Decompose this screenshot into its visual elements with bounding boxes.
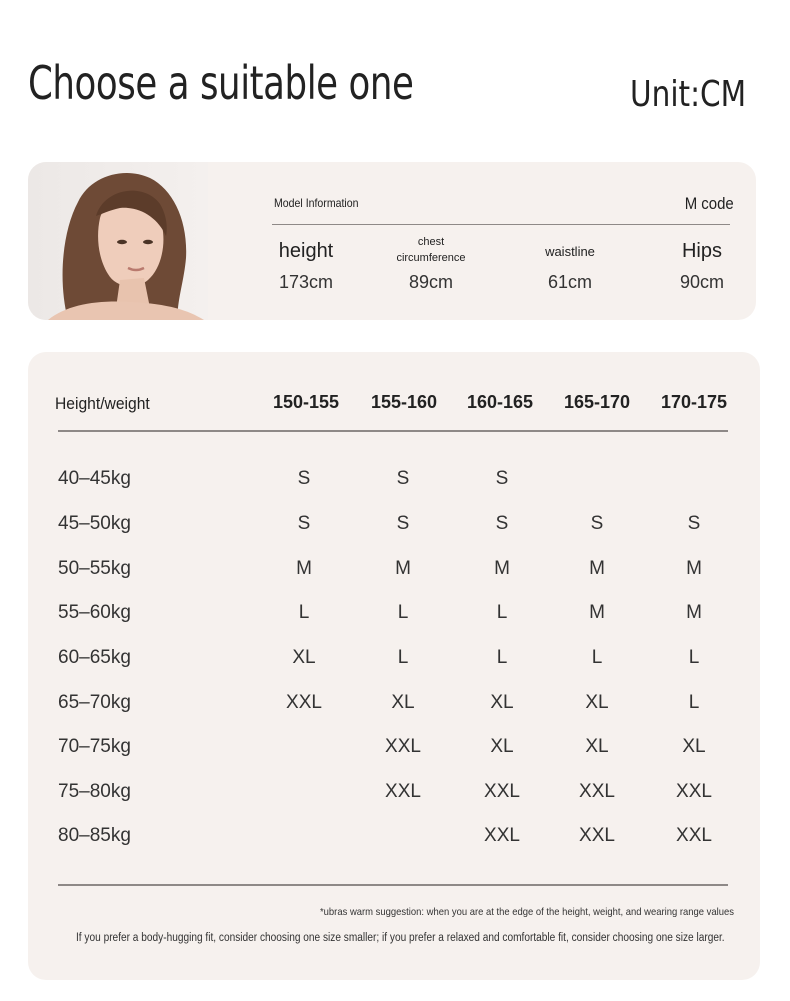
row-weight-label: 70–75kg — [58, 736, 131, 757]
size-cell: L — [496, 602, 508, 623]
size-cell: L — [397, 602, 409, 623]
fit-suggestion-note: *ubras warm suggestion: when you are at the edge of the height, weight, and wearing range values — [320, 906, 734, 918]
column-header: 165-170 — [563, 392, 631, 412]
measure-label: chest circumference — [396, 236, 466, 264]
row-weight-label: 55–60kg — [58, 602, 131, 623]
measure-label: height — [278, 240, 334, 262]
size-cell: S — [495, 513, 509, 534]
size-cell: M — [395, 558, 411, 579]
size-cell: L — [688, 692, 700, 713]
size-cell: M — [296, 558, 312, 579]
column-header: 155-160 — [370, 392, 438, 412]
size-cell: S — [687, 513, 701, 534]
row-weight-label: 75–80kg — [58, 781, 131, 802]
size-chart-card — [28, 352, 760, 980]
row-weight-label: 60–65kg — [58, 647, 131, 668]
size-cell: XL — [585, 692, 609, 713]
measure-hips — [642, 232, 756, 292]
measure-chest — [376, 232, 486, 292]
size-cell: XXL — [484, 781, 520, 802]
size-cell: M — [589, 558, 605, 579]
size-cell: S — [297, 513, 311, 534]
size-cell: M — [494, 558, 510, 579]
size-cell: S — [396, 468, 410, 489]
column-header: 150-155 — [272, 392, 340, 412]
size-cell: S — [590, 513, 604, 534]
measure-value: 89cm — [408, 272, 453, 292]
size-cell: M — [589, 602, 605, 623]
model-info-label: Model Information — [274, 196, 359, 210]
page-title: Choose a suitable one — [28, 56, 414, 110]
measure-label: waistline — [545, 244, 595, 259]
size-cell: XL — [682, 736, 706, 757]
size-cell: XL — [490, 736, 514, 757]
size-cell: M — [686, 602, 702, 623]
measure-value: 61cm — [547, 272, 592, 292]
row-weight-label: 65–70kg — [58, 692, 131, 713]
size-cell: XXL — [579, 825, 615, 846]
size-cell: L — [298, 602, 310, 623]
size-cell: XXL — [676, 781, 712, 802]
size-cell: M — [686, 558, 702, 579]
size-cell: XXL — [385, 736, 421, 757]
unit-label: Unit:CM — [630, 74, 747, 115]
measure-label: Hips — [681, 240, 722, 262]
size-cell: L — [496, 647, 508, 668]
column-header: 170-175 — [660, 392, 728, 412]
size-cell: XXL — [676, 825, 712, 846]
measure-height — [246, 232, 366, 292]
measure-waist — [510, 232, 630, 292]
footer-divider — [58, 884, 728, 886]
size-cell: XXL — [286, 692, 322, 713]
size-cell: XXL — [484, 825, 520, 846]
size-cell: S — [495, 468, 509, 489]
model-portrait-image — [28, 162, 208, 320]
size-cell: XL — [490, 692, 514, 713]
measure-value: 173cm — [278, 272, 334, 292]
size-cell: L — [397, 647, 409, 668]
row-weight-label: 50–55kg — [58, 558, 131, 579]
column-header: 160-165 — [466, 392, 534, 412]
table-header-label: Height/weight — [55, 394, 150, 413]
size-cell: L — [688, 647, 700, 668]
model-size-code: M code — [684, 194, 734, 213]
size-cell: XXL — [385, 781, 421, 802]
model-photo — [28, 162, 208, 320]
measure-value: 90cm — [679, 272, 724, 292]
row-weight-label: 80–85kg — [58, 825, 131, 846]
model-info-divider — [272, 224, 730, 225]
size-cell: S — [396, 513, 410, 534]
row-weight-label: 40–45kg — [58, 468, 131, 489]
size-cell: XL — [585, 736, 609, 757]
fit-advice-note: If you prefer a body-hugging fit, consider choosing one size smaller; if you prefer a relaxed and comfortable fit, consider choosing one size larger. — [76, 932, 725, 944]
header-divider — [58, 430, 728, 432]
size-cell: S — [297, 468, 311, 489]
size-cell: XL — [391, 692, 415, 713]
row-weight-label: 45–50kg — [58, 513, 131, 534]
size-cell: L — [591, 647, 603, 668]
model-info-card — [28, 162, 756, 320]
size-cell: XL — [292, 647, 316, 668]
size-cell: XXL — [579, 781, 615, 802]
